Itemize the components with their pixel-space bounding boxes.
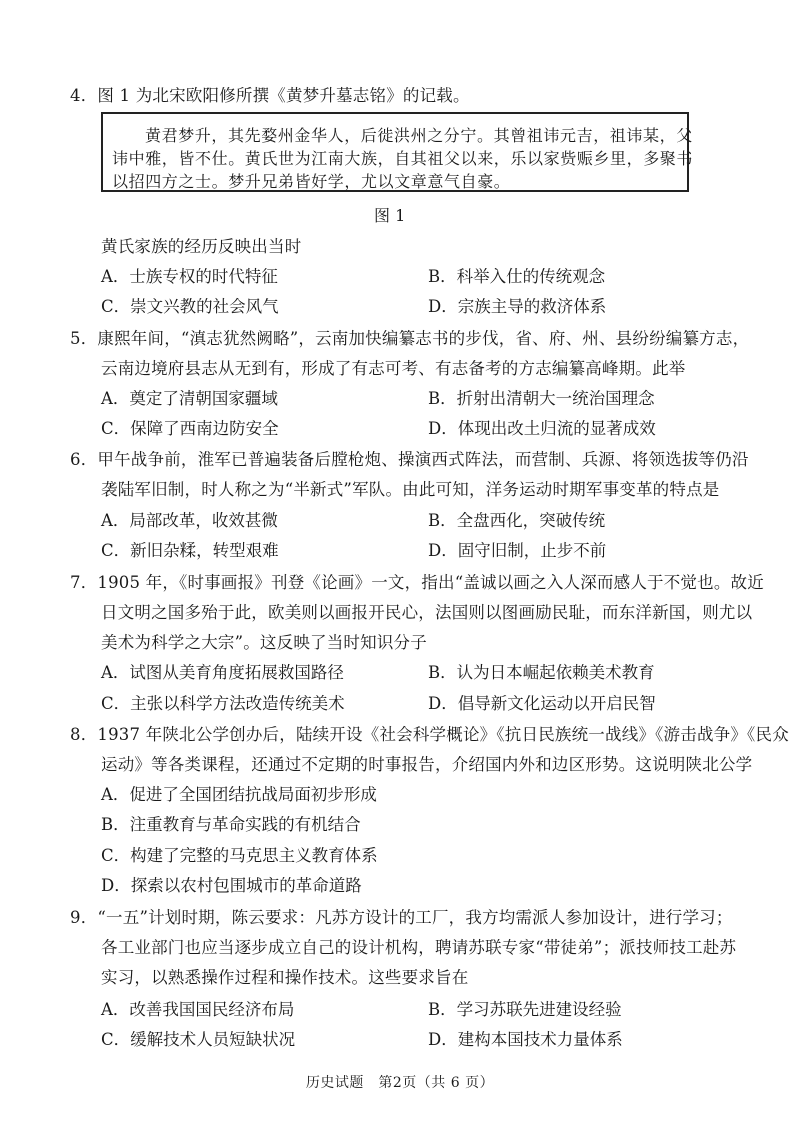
option-9d[interactable]: D．建构本国技术力量体系	[428, 1030, 623, 1049]
question-number: 7．	[70, 573, 98, 592]
option-7c[interactable]: C．主张以科学方法改造传统美术	[101, 694, 345, 713]
question-text: “一五”计划时期，陈云要求：凡苏方设计的工厂，我方均需派人参加设计，进行学习；	[97, 908, 733, 927]
question-number: 9．	[70, 908, 98, 927]
quote-line-2: 讳中雅，皆不仕。黄氏世为江南大族，自其祖父以来，乐以家赀赈乡里，多聚书	[112, 149, 694, 168]
quote-line-1: 黄君梦升，其先婺州金华人，后徙洪州之分宁。其曾祖讳元吉，祖讳某，父	[145, 126, 693, 145]
question-4-stem	[70, 82, 470, 106]
question-7-stem-line-1	[70, 569, 764, 593]
question-7-stem-line-2: 日文明之国多殆于此，欧美则以画报开民心，法国则以图画励民耻，而东洋新国，则尤以	[101, 603, 753, 622]
option-6c[interactable]: C．新旧杂糅，转型艰难	[101, 541, 279, 560]
option-4a[interactable]: A．士族专权的时代特征	[101, 267, 278, 286]
option-6a[interactable]: A．局部改革，收效甚微	[101, 511, 278, 530]
question-9-stem-line-2: 各工业部门也应当逐步成立自己的设计机构，聘请苏联专家“带徒弟”；派技师技工赴苏	[101, 938, 737, 957]
option-4c[interactable]: C．崇文兴教的社会风气	[101, 297, 279, 316]
quote-box	[101, 112, 694, 192]
question-text: 康熙年间，“滇志犹然阙略”，云南加快编纂志书的步伐，省、府、州、县纷纷编纂方志，	[97, 329, 750, 348]
question-9-stem-line-1	[70, 904, 733, 928]
option-6b[interactable]: B．全盘西化，突破传统	[428, 511, 606, 530]
option-7a[interactable]: A．试图从美育角度拓展救国路径	[101, 663, 344, 682]
question-number: 8．	[70, 725, 98, 744]
option-7d[interactable]: D．倡导新文化运动以开启民智	[428, 694, 656, 713]
question-number: 5．	[70, 329, 98, 348]
question-text: 1937 年陕北公学创办后，陆续开设《社会科学概论》《抗日民族统一战线》《游击战争》《民众	[97, 725, 789, 744]
figure-label: 图 1	[374, 206, 406, 225]
question-7-stem-line-3: 美术为科学之大宗”。这反映了当时知识分子	[101, 633, 427, 652]
option-9b[interactable]: B．学习苏联先进建设经验	[428, 1000, 622, 1019]
option-8d[interactable]: D．探索以农村包围城市的革命道路	[101, 876, 362, 895]
option-4d[interactable]: D．宗族主导的救济体系	[428, 297, 607, 316]
question-6-stem-line-2: 袭陆军旧制，时人称之为“半新式”军队。由此可知，洋务运动时期军事变革的特点是	[101, 480, 720, 499]
option-5d[interactable]: D．体现出改土归流的显著成效	[428, 419, 656, 438]
option-8a[interactable]: A．促进了全国团结抗战局面初步形成	[101, 785, 377, 804]
option-9c[interactable]: C．缓解技术人员短缺状况	[101, 1030, 296, 1049]
question-5-stem-line-1	[70, 325, 749, 349]
page-footer: 历史试题 第2页（共 6 页）	[305, 1075, 495, 1091]
option-8c[interactable]: C．构建了完整的马克思主义教育体系	[101, 846, 378, 865]
option-5c[interactable]: C．保障了西南边防安全	[101, 419, 279, 438]
option-6d[interactable]: D．固守旧制，止步不前	[428, 541, 607, 560]
question-text: 图 1 为北宋欧阳修所撰《黄梦升墓志铭》的记载。	[97, 86, 470, 105]
question-9-stem-line-3: 实习，以熟悉操作过程和操作技术。这些要求旨在	[101, 968, 469, 987]
question-text: 甲午战争前，淮军已普遍装备后膛枪炮、操演西式阵法，而营制、兵源、将领选拔等仍沿	[97, 450, 749, 469]
question-text: 1905 年，《时事画报》刊登《论画》一文，指出“盖诚以画之入人深而感人于不觉也。故近	[97, 573, 764, 592]
question-4-prompt: 黄氏家族的经历反映出当时	[101, 237, 302, 256]
option-7b[interactable]: B．认为日本崛起依赖美术教育	[428, 663, 655, 682]
option-5a[interactable]: A．奠定了清朝国家疆域	[101, 389, 278, 408]
option-4b[interactable]: B．科举入仕的传统观念	[428, 267, 606, 286]
question-6-stem-line-1	[70, 446, 749, 470]
question-8-stem-line-1	[70, 721, 789, 745]
question-number: 4．	[70, 86, 98, 105]
option-8b[interactable]: B．注重教育与革命实践的有机结合	[101, 815, 361, 834]
question-8-stem-line-2: 运动》等各类课程，还通过不定期的时事报告，介绍国内外和边区形势。这说明陕北公学	[101, 755, 753, 774]
question-number: 6．	[70, 450, 98, 469]
option-9a[interactable]: A．改善我国国民经济布局	[101, 1000, 295, 1019]
quote-line-3: 以招四方之士。梦升兄弟皆好学，尤以文章意气自豪。	[112, 172, 511, 191]
option-5b[interactable]: B．折射出清朝大一统治国理念	[428, 389, 655, 408]
question-5-stem-line-2: 云南边境府县志从无到有，形成了有志可考、有志备考的方志编纂高峰期。此举	[101, 359, 686, 378]
